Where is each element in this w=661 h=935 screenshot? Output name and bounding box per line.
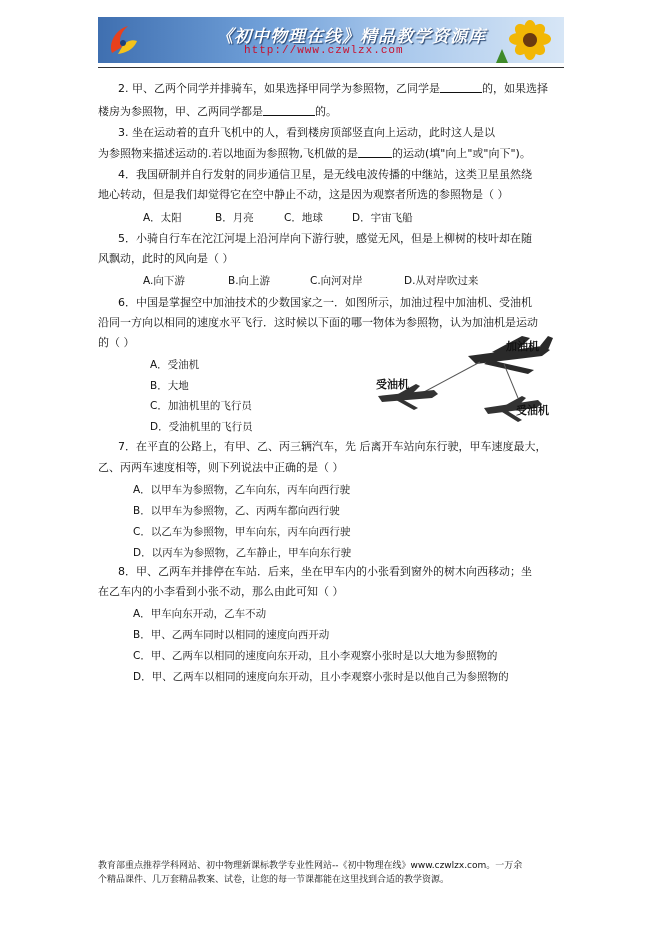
q3-line-1: 3. 坐在运动着的直升飞机中的人，看到楼房顶部竖直向上运动，此时这人是以 xyxy=(118,126,495,139)
q8-line-2: 在乙车内的小李看到小张不动，那么由此可知（ ） xyxy=(98,585,344,598)
site-title: 《初中物理在线》精品教学资源库 xyxy=(216,27,486,47)
q6-line-2: 沿同一方向以相同的速度水平飞行．这时候以下面的哪一物体为参照物，认为加油机是运动 xyxy=(98,316,538,329)
q4-option-d: D．宇宙飞船 xyxy=(352,212,413,224)
q7-line-2: 乙、丙两车速度相等，则下列说法中正确的是（ ） xyxy=(98,461,344,474)
q4-option-a: A．太阳 xyxy=(143,212,182,224)
q7-option-c: C．以乙车为参照物，甲车向东，丙车向西行驶 xyxy=(133,526,351,538)
q7-option-d: D．以丙车为参照物，乙车静止，甲车向东行驶 xyxy=(133,547,352,559)
q5-line-2: 风飘动，此时的风向是（ ） xyxy=(98,252,234,265)
q7-line-1: 7．在平直的公路上，有甲、乙、丙三辆汽车，先 后离开车站向东行驶，甲车速度最大， xyxy=(118,440,547,453)
q8-option-c: C．甲、乙两车以相同的速度向东开动，且小李观察小张时是以大地为参照物的 xyxy=(133,650,498,662)
tanker-label: 加油机 xyxy=(506,340,539,353)
footer-line-2: 个精品课件、几万套精品教案、试卷，让您的每一节课都能在这里找到合适的教学资源。 xyxy=(98,875,450,885)
footer-line-1: 教育部重点推荐学科网站、初中物理新课标教学专业性网站--《初中物理在线》www.czwlzx.com。一万余 xyxy=(98,861,523,871)
q4-line-2: 地心转动，但是我们却觉得它在空中静止不动，这是因为观察者所选的参照物是（ ） xyxy=(98,188,509,201)
header-divider xyxy=(98,67,564,68)
q6-option-b: B．大地 xyxy=(150,380,189,392)
q6-option-a: A．受油机 xyxy=(150,359,200,371)
q4-option-b: B．月亮 xyxy=(215,212,254,224)
q2-line-2: 楼房为参照物，甲、乙两同学都是 的。 xyxy=(98,105,337,118)
sunflower-icon xyxy=(490,19,556,63)
receiver-label-right: 受油机 xyxy=(516,404,549,417)
q6-line-1: 6．中国是掌握空中加油技术的少数国家之一．如图所示，加油过程中加油机、受油机 xyxy=(118,296,532,309)
refueling-figure xyxy=(372,334,566,422)
site-logo-icon xyxy=(106,23,140,57)
q8-option-a: A．甲车向东开动，乙车不动 xyxy=(133,608,267,620)
q2-line-1: 2. 甲、乙两个同学并排骑车，如果选择甲同学为参照物，乙同学是 的，如果选择 xyxy=(118,82,548,95)
q6-line-3: 的（ ） xyxy=(98,336,135,349)
q8-option-d: D．甲、乙两车以相同的速度向东开动，且小李观察小张时是以他自己为参照物的 xyxy=(133,671,509,683)
q5-option-c: C.向河对岸 xyxy=(310,275,363,287)
header-banner xyxy=(98,17,564,63)
q7-option-b: B．以甲车为参照物，乙、丙两车都向西行驶 xyxy=(133,505,340,517)
q5-option-d: D.从对岸吹过来 xyxy=(404,275,479,287)
q6-option-d: D．受油机里的飞行员 xyxy=(150,421,253,433)
q4-line-1: 4．我国研制并自行发射的同步通信卫星，是无线电波传播的中继站，这类卫星虽然绕 xyxy=(118,168,532,181)
q4-option-c: C．地球 xyxy=(284,212,323,224)
q5-option-b: B.向上游 xyxy=(228,275,271,287)
site-url[interactable]: http://www.czwlzx.com xyxy=(244,45,404,57)
q8-line-1: 8．甲、乙两车并排停在车站．后来，坐在甲车内的小张看到窗外的树木向西移动；坐 xyxy=(118,565,532,578)
q5-line-1: 5．小骑自行车在沱江河堤上沿河岸向下游行驶，感觉无风，但是上柳树的枝叶却在随 xyxy=(118,232,532,245)
q7-option-a: A．以甲车为参照物，乙车向东，丙车向西行驶 xyxy=(133,484,351,496)
q8-option-b: B．甲、乙两车同时以相同的速度向西开动 xyxy=(133,629,330,641)
q5-option-a: A.向下游 xyxy=(143,275,185,287)
q3-line-2: 为参照物来描述运动的.若以地面为参照物,飞机做的是 的运动(填"向上"或"向下")。 xyxy=(98,147,531,160)
q6-option-c: C．加油机里的飞行员 xyxy=(150,400,252,412)
receiver-label-left: 受油机 xyxy=(376,378,409,391)
